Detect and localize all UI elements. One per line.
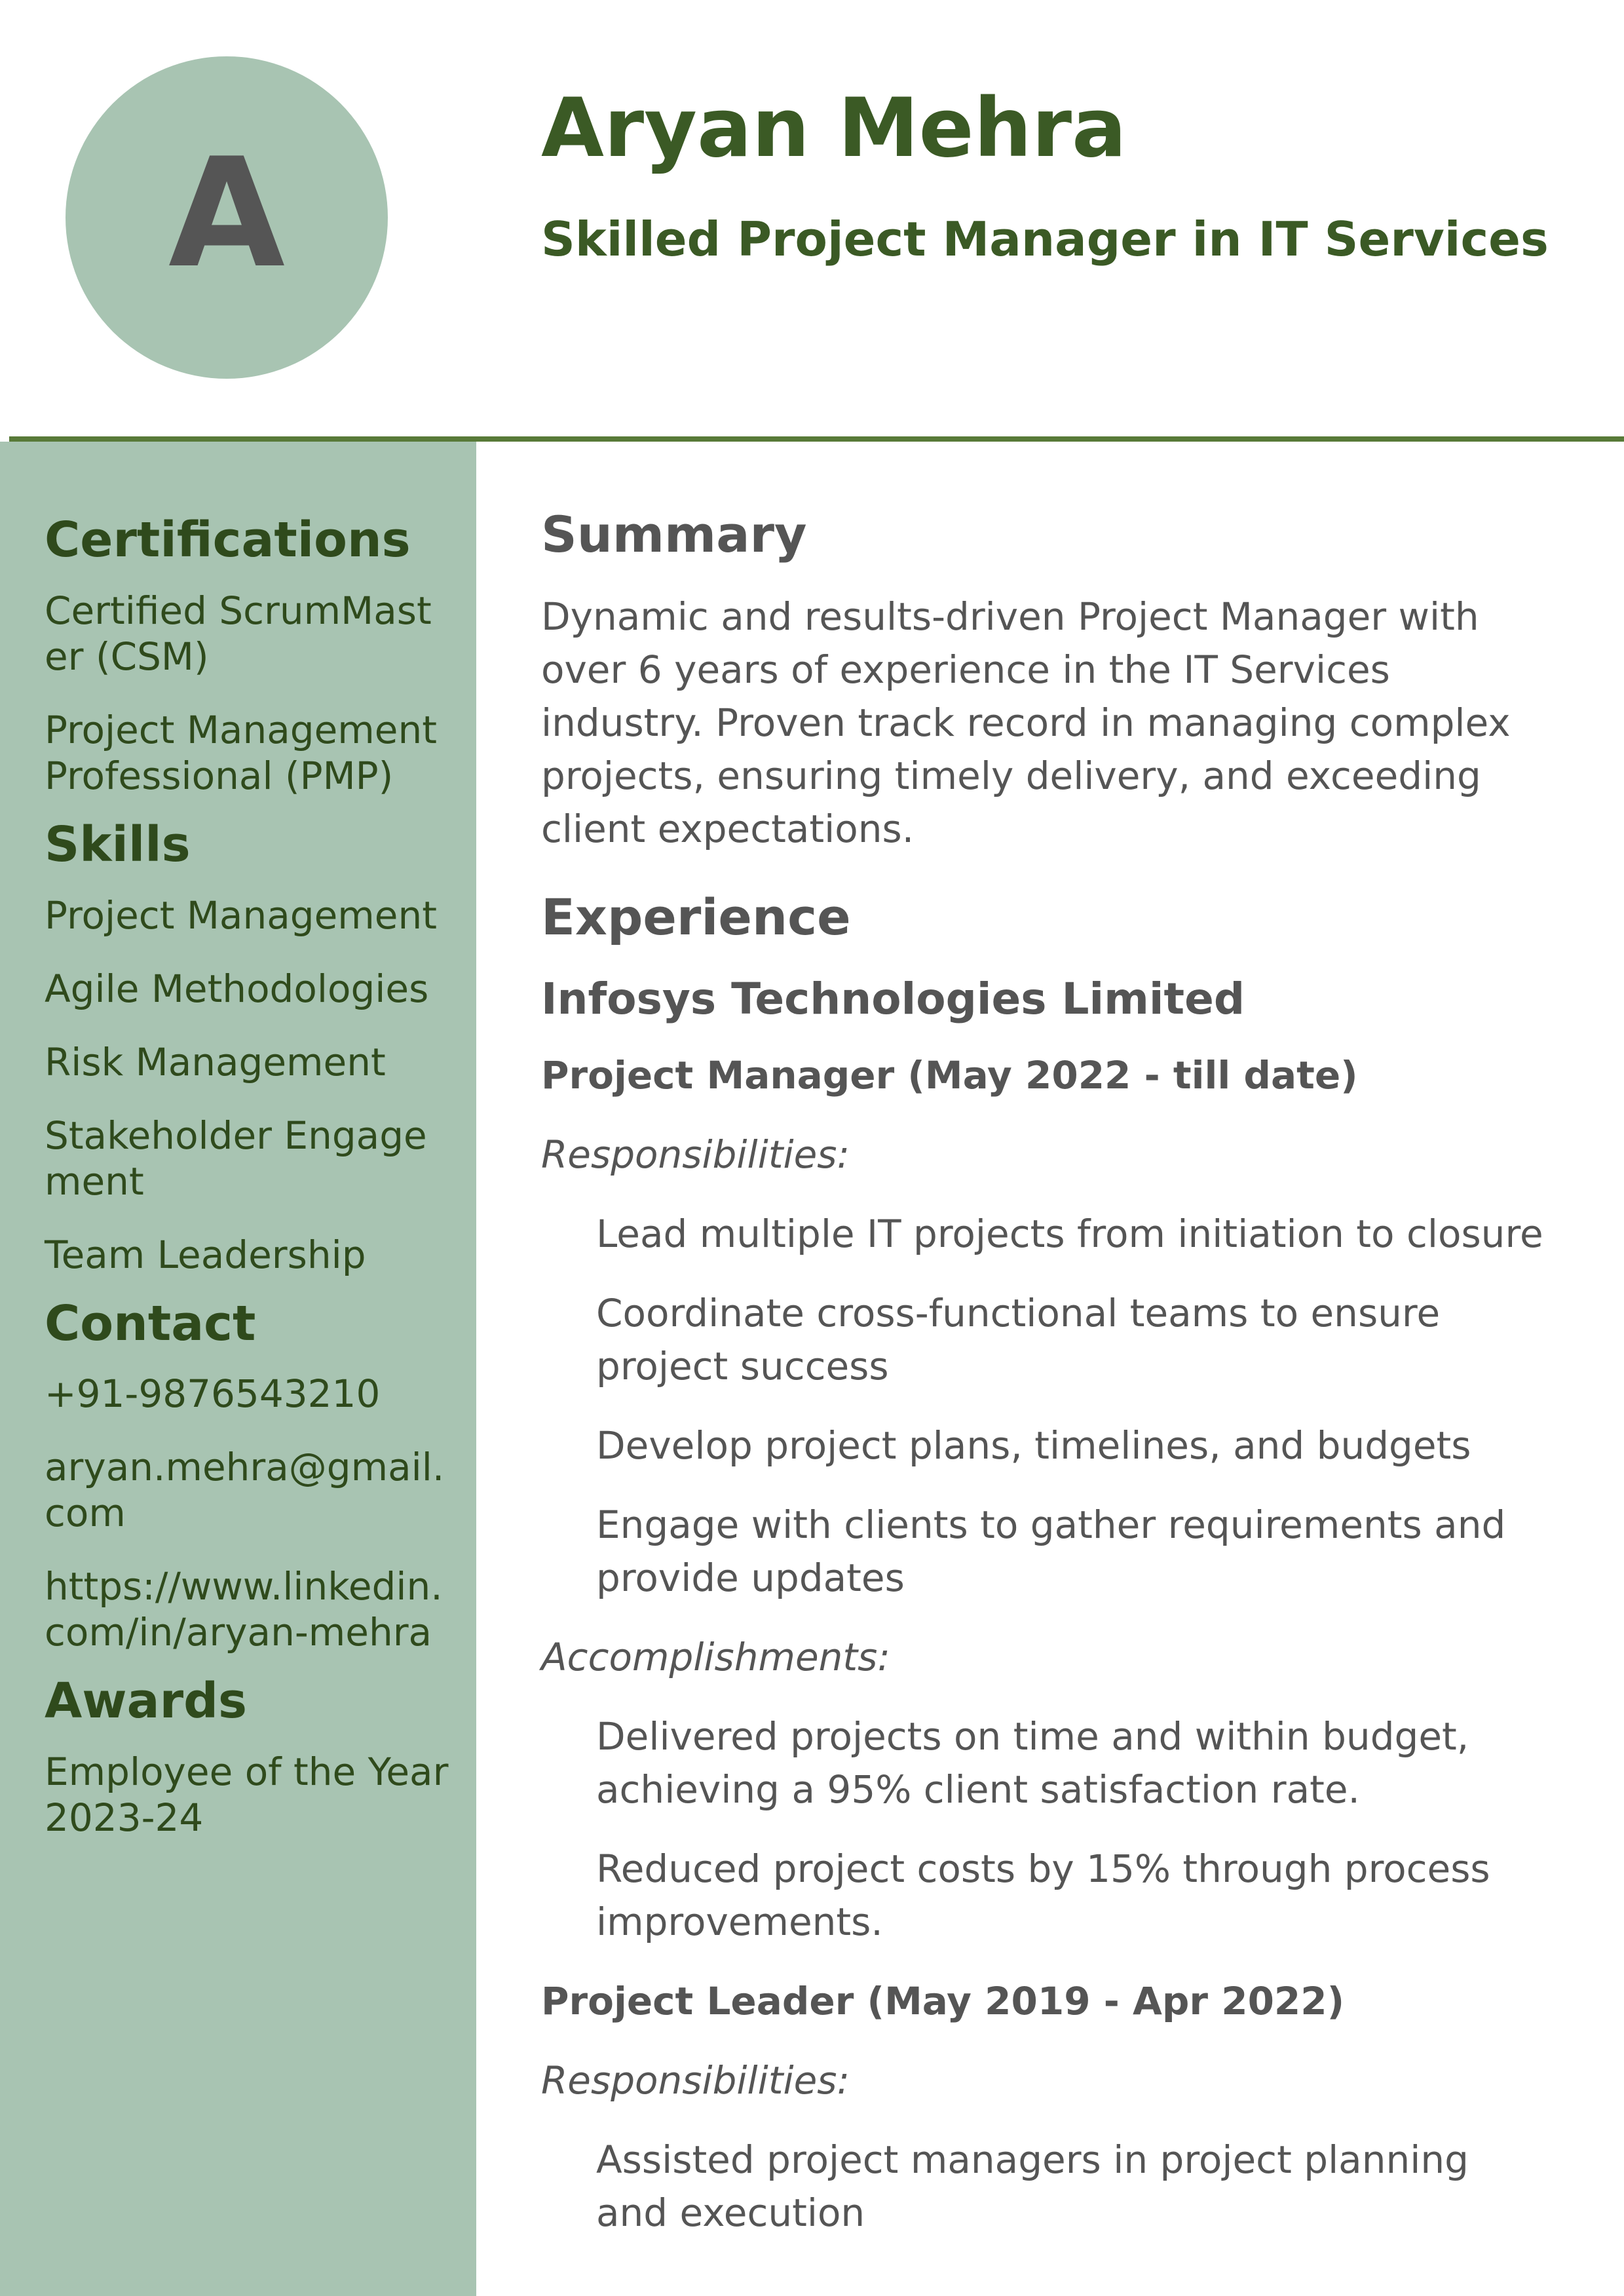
skill-item: Project Management (45, 892, 437, 938)
skill-item: Agile Methodologies (45, 966, 429, 1011)
accomplishments-label: Accomplishments: (541, 1634, 890, 1679)
contact-email[interactable]: aryan.mehra@gmail.com (45, 1445, 445, 1536)
responsibilities-label: Responsibilities: (541, 2057, 850, 2103)
skill-item: Team Leadership (45, 1232, 366, 1277)
certification-item: Project Management Professional (PMP) (45, 707, 437, 798)
list-item: Lead multiple IT projects from initiation to closure (596, 1211, 1543, 1256)
contact-phone: +91-9876543210 (45, 1371, 381, 1417)
company-name: Infosys Technologies Limited (541, 974, 1245, 1025)
certification-item: Certified ScrumMaster (CSM) (45, 588, 432, 679)
list-item: Coordinate cross-functional teams to ensure project success (596, 1290, 1441, 1388)
contact-heading: Contact (45, 1295, 256, 1352)
awards-heading: Awards (45, 1673, 248, 1730)
contact-linkedin[interactable]: https://www.linkedin.com/in/aryan-mehra (45, 1564, 443, 1655)
candidate-headline: Skilled Project Manager in IT Services (541, 212, 1549, 267)
sidebar-content (45, 511, 451, 1868)
role-title: Project Manager (May 2022 - till date) (541, 1052, 1358, 1098)
certifications-heading: Certifications (45, 512, 411, 568)
list-item: Assisted project managers in project planning and execution (596, 2137, 1469, 2235)
skills-section (45, 816, 451, 1278)
list-item: Develop project plans, timelines, and budgets (596, 1423, 1471, 1468)
role-title: Project Leader (May 2019 - Apr 2022) (541, 1978, 1345, 2023)
award-item: Employee of the Year 2023-24 (45, 1750, 449, 1841)
responsibilities-label: Responsibilities: (541, 1132, 850, 1177)
avatar (66, 56, 388, 379)
skill-item: Stakeholder Engagement (45, 1113, 427, 1204)
list-item: Reduced project costs by 15% through process improvements. (596, 1846, 1490, 1944)
awards-section (45, 1672, 451, 1841)
certifications-section (45, 511, 451, 799)
experience-heading: Experience (541, 888, 851, 947)
summary-text: Dynamic and results-driven Project Manager with over 6 years of experience in the IT Services industry. Proven track record in managing complex projects, ensuring timely delivery, and exceeding client expectations. (541, 594, 1511, 852)
skills-heading: Skills (45, 816, 191, 873)
sidebar (0, 442, 476, 2296)
contact-section (45, 1295, 451, 1656)
header-divider (9, 436, 1624, 442)
avatar-initial: A (168, 126, 285, 301)
list-item: Engage with clients to gather requirements and provide updates (596, 1502, 1506, 1600)
main-content (541, 505, 1550, 2266)
candidate-name: Aryan Mehra (541, 81, 1127, 176)
list-item: Delivered projects on time and within budget, achieving a 95% client satisfaction rate. (596, 1713, 1469, 1812)
skill-item: Risk Management (45, 1039, 386, 1084)
summary-heading: Summary (541, 505, 807, 564)
